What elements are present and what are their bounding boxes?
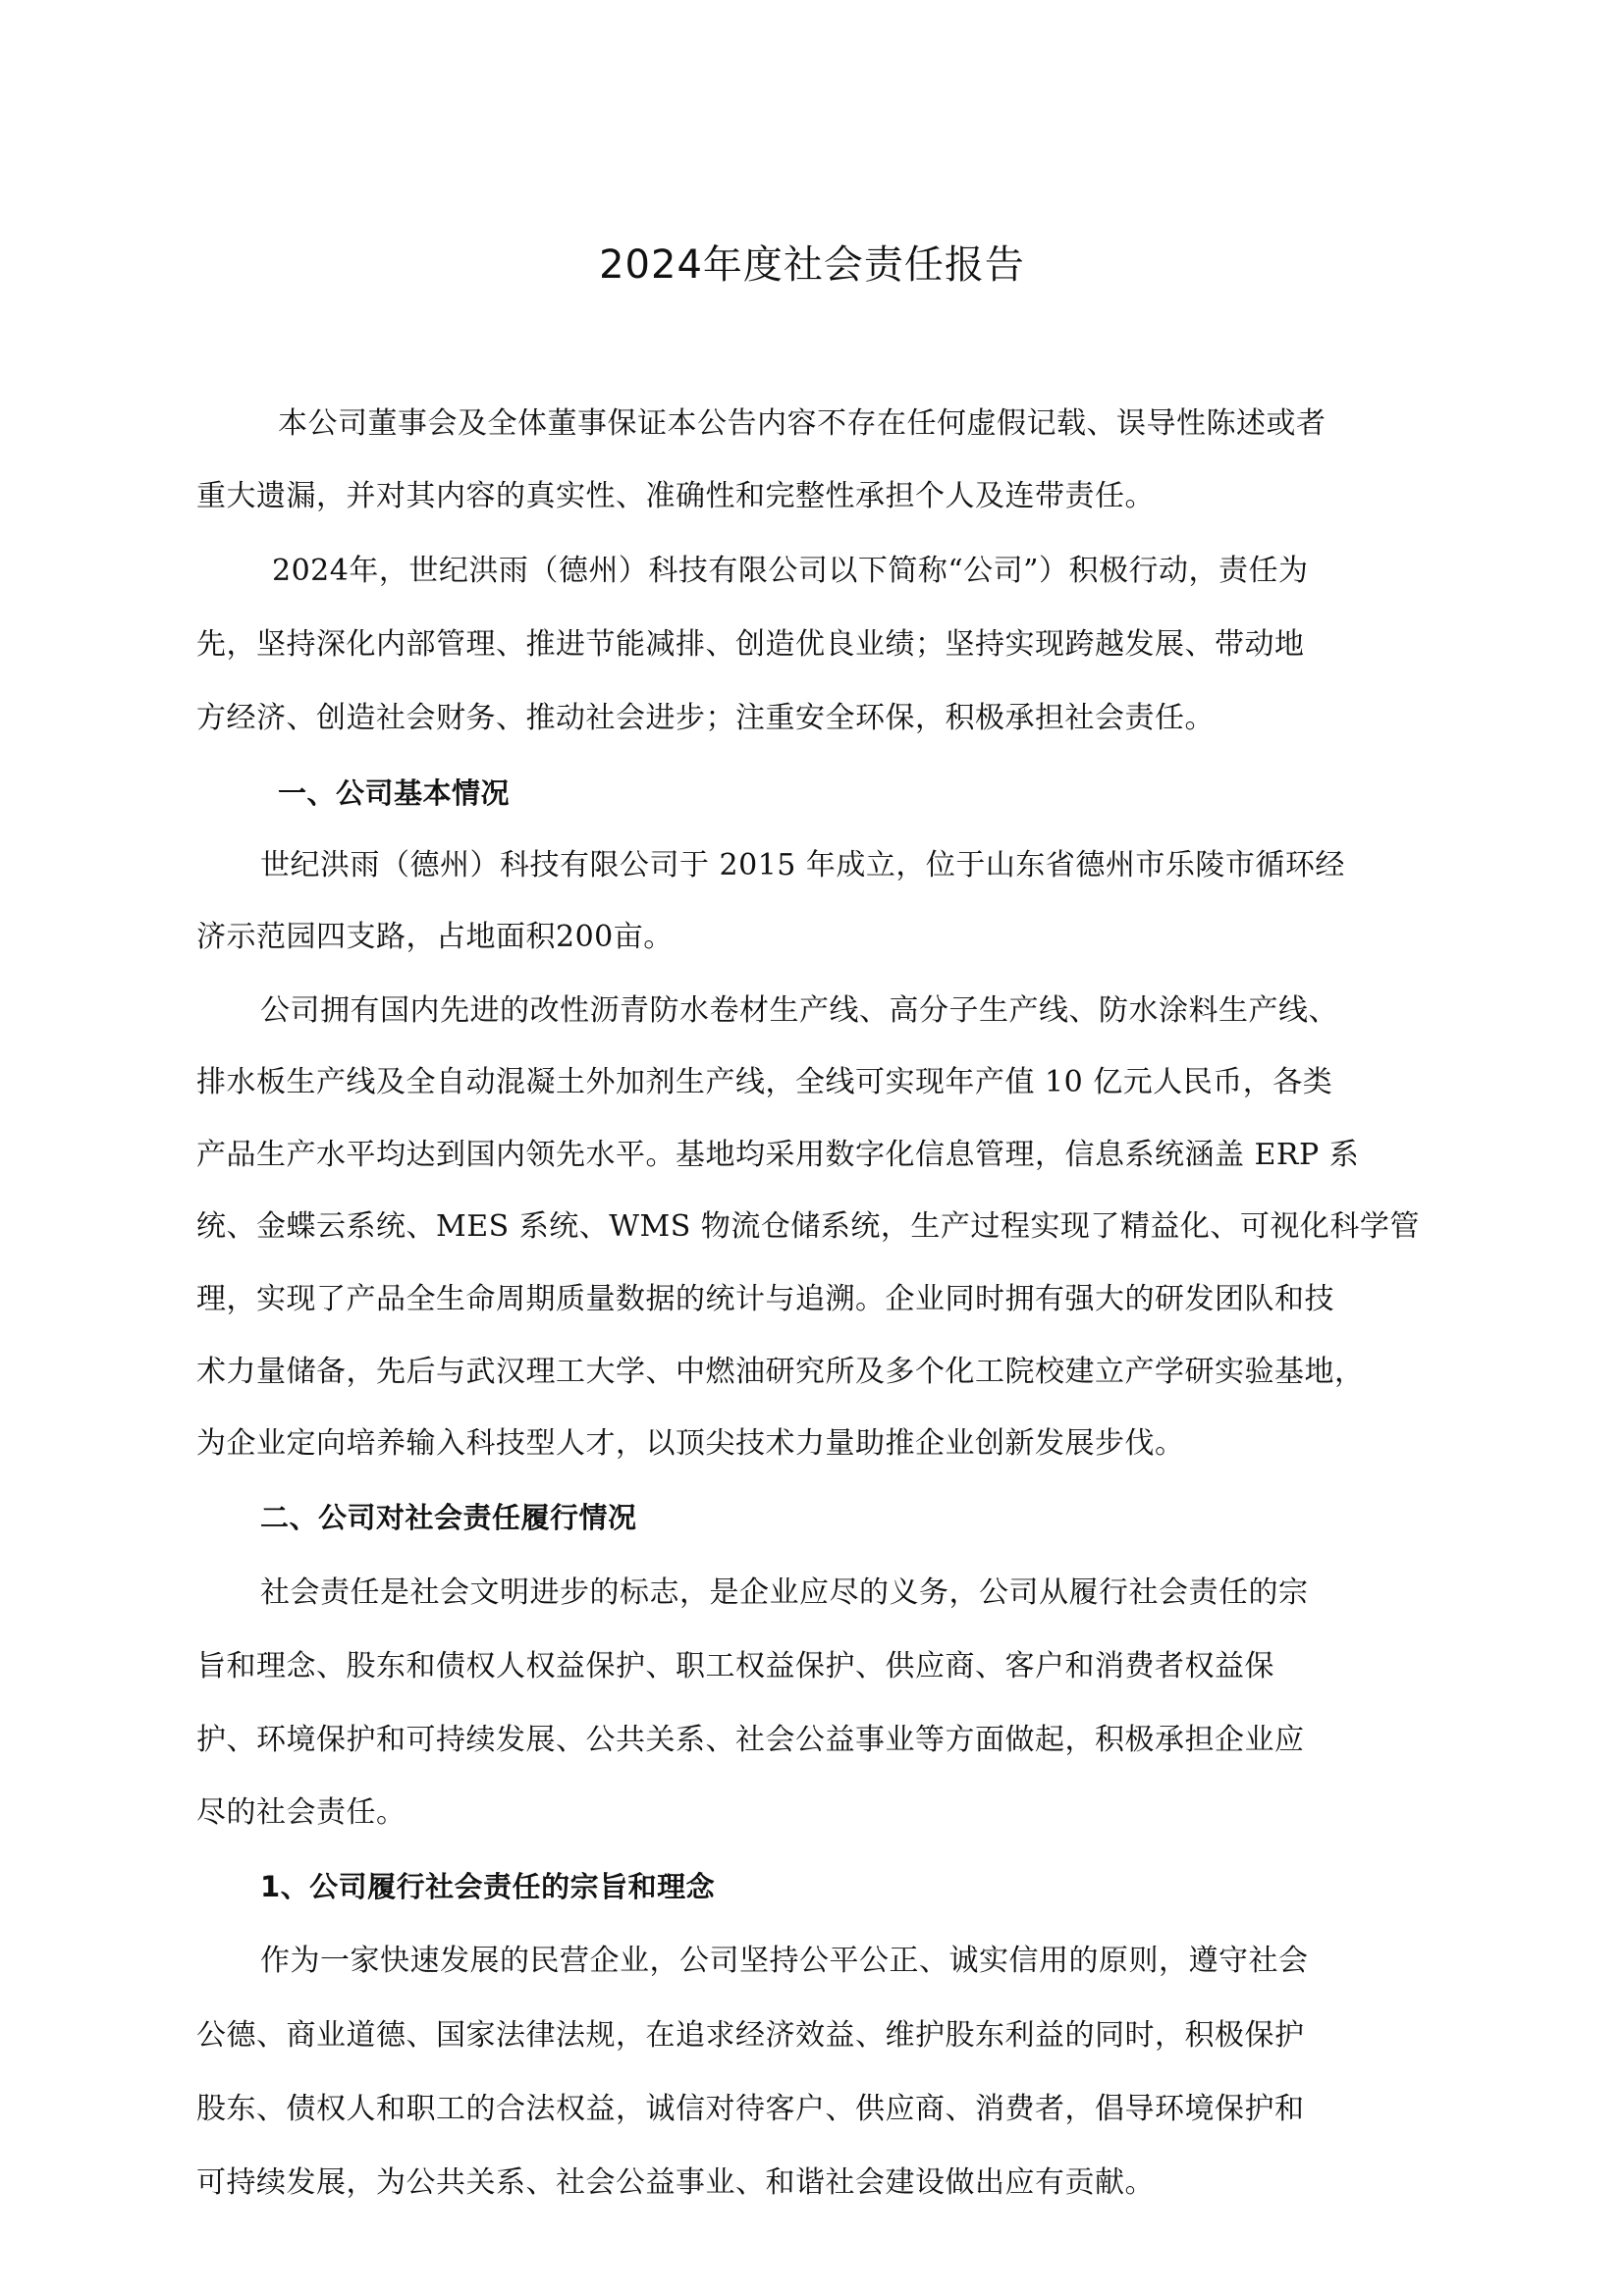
paragraph-line: 护、环境保护和可持续发展、公共关系、社会公益事业等方面做起，积极承担企业应	[196, 1723, 1305, 1757]
paragraph-line: 先，坚持深化内部管理、推进节能减排、创造优良业绩；坚持实现跨越发展、带动地	[196, 627, 1305, 662]
paragraph-line: 排水板生产线及全自动混凝土外加剂生产线，全线可实现年产值 10 亿元人民币，各类	[196, 1065, 1333, 1099]
paragraph-line: 产品生产水平均达到国内领先水平。基地均采用数字化信息管理，信息系统涵盖 ERP 系	[196, 1138, 1360, 1172]
paragraph-line: 术力量储备，先后与武汉理工大学、中燃油研究所及多个化工院校建立产学研实验基地，	[196, 1355, 1365, 1389]
paragraph-line: 旨和理念、股东和债权人权益保护、职工权益保护、供应商、客户和消费者权益保	[196, 1649, 1274, 1683]
section-heading: 一、公司基本情况	[278, 776, 511, 810]
paragraph-line: 社会责任是社会文明进步的标志，是企业应尽的义务，公司从履行社会责任的宗	[260, 1575, 1309, 1610]
paragraph-line: 济示范园四支路，占地面积200亩。	[196, 920, 674, 954]
paragraph-line: 公德、商业道德、国家法律法规，在追求经济效益、维护股东利益的同时，积极保护	[196, 2018, 1305, 2053]
paragraph-line: 可持续发展，为公共关系、社会公益事业、和谐社会建设做出应有贡献。	[196, 2165, 1155, 2200]
paragraph-line: 统、金蝶云系统、MES 系统、WMS 物流仓储系统，生产过程实现了精益化、可视化科学管	[196, 1209, 1420, 1244]
paragraph-line: 本公司董事会及全体董事保证本公告内容不存在任何虚假记载、误导性陈述或者	[278, 406, 1326, 441]
section-heading: 二、公司对社会责任履行情况	[260, 1501, 637, 1534]
paragraph-line: 为企业定向培养输入科技型人才，以顶尖技术力量助推企业创新发展步伐。	[196, 1426, 1185, 1461]
paragraph-line: 2024年，世纪洪雨（德州）科技有限公司以下简称“公司”）积极行动，责任为	[272, 554, 1309, 588]
document-title: 2024年度社会责任报告	[599, 242, 1025, 288]
paragraph-line: 作为一家快速发展的民营企业，公司坚持公平公正、诚实信用的原则，遵守社会	[260, 1944, 1309, 1978]
paragraph-line: 方经济、创造社会财务、推动社会进步；注重安全环保，积极承担社会责任。	[196, 701, 1215, 735]
paragraph-line: 尽的社会责任。	[196, 1795, 406, 1830]
paragraph-line: 理，实现了产品全生命周期质量数据的统计与追溯。企业同时拥有强大的研发团队和技	[196, 1282, 1334, 1316]
paragraph-line: 股东、债权人和职工的合法权益，诚信对待客户、供应商、消费者，倡导环境保护和	[196, 2092, 1305, 2126]
paragraph-line: 世纪洪雨（德州）科技有限公司于 2015 年成立，位于山东省德州市乐陵市循环经	[260, 848, 1345, 882]
paragraph-line: 公司拥有国内先进的改性沥青防水卷材生产线、高分子生产线、防水涂料生产线、	[260, 993, 1338, 1028]
paragraph-line: 重大遗漏，并对其内容的真实性、准确性和完整性承担个人及连带责任。	[196, 479, 1155, 513]
subsection-heading: 1、公司履行社会责任的宗旨和理念	[260, 1870, 716, 1903]
